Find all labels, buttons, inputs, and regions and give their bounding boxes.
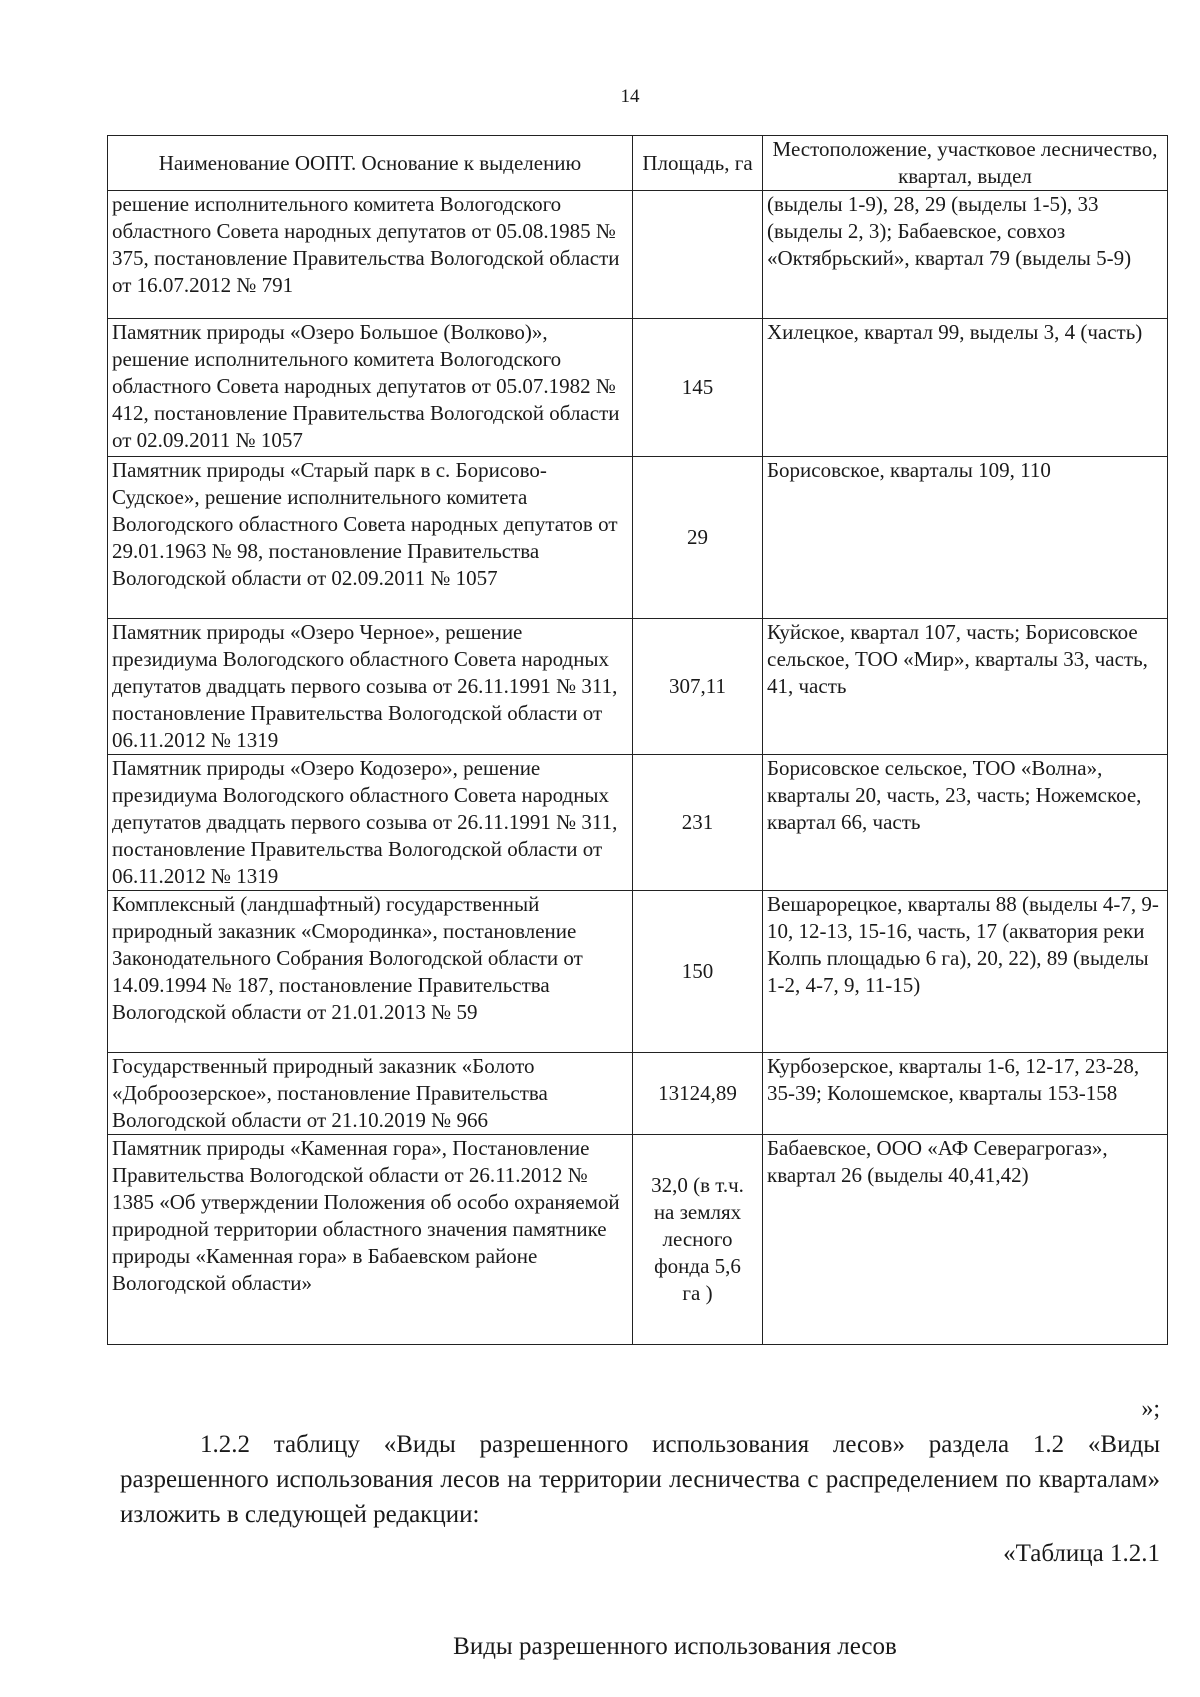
row-name: Памятник природы «Озеро Черное», решение президиума Вологодского областного Совета народных депутатов двадцать первого созыва от 26.11.1991 № 311, постановление Правительства Вологодской области от 06.11.2012 № 1319 [108, 619, 633, 755]
table-row [108, 457, 1168, 619]
row-location: Хилецкое, квартал 99, выделы 3, 4 (часть) [763, 319, 1168, 457]
table-row [108, 191, 1168, 319]
table-header-row [108, 136, 1168, 191]
row-name: Комплексный (ландшафтный) государственный природный заказник «Смородинка», постановление Законодательного Собрания Вологодской области от 14.09.1994 № 187, постановление Правительства Вологодской области от 21.01.2013 № 59 [108, 891, 633, 1053]
amendment-paragraph: 1.2.2 таблицу «Виды разрешенного использования лесов» раздела 1.2 «Виды разрешенного использования лесов на территории лесничества с распределением по кварталам» изложить в следующей редакции: [120, 1431, 1160, 1528]
table-row [108, 755, 1168, 891]
header-area: Площадь, га [633, 136, 763, 191]
row-area: 150 [633, 891, 763, 1053]
row-area: 13124,89 [633, 1053, 763, 1135]
table-row [108, 319, 1168, 457]
row-area: 231 [633, 755, 763, 891]
header-name: Наименование ООПТ. Основание к выделению [108, 136, 633, 191]
row-location: Вешарорецкое, кварталы 88 (выделы 4-7, 9-10, 12-13, 15-16, часть, 17 (акватория реки Колпь площадью 6 га), 20, 22), 89 (выделы 1-2, 4-7, 9, 11-15) [763, 891, 1168, 1053]
table-row [108, 1135, 1168, 1345]
row-location: Куйское, квартал 107, часть; Борисовское сельское, ТОО «Мир», кварталы 33, часть, 41, часть [763, 619, 1168, 755]
quote-end: »; [1141, 1396, 1160, 1422]
document-body [120, 1392, 1160, 1664]
oopt-table [107, 135, 1168, 1345]
row-location: Борисовское сельское, ТОО «Волна», кварталы 20, часть, 23, часть; Ножемское, квартал 66, часть [763, 755, 1168, 891]
row-name: Памятник природы «Озеро Кодозеро», решение президиума Вологодского областного Совета народных депутатов двадцать первого созыва от 26.11.1991 № 311, постановление Правительства Вологодской области от 06.11.2012 № 1319 [108, 755, 633, 891]
table-row [108, 619, 1168, 755]
table-reference: «Таблица 1.2.1 [1003, 1540, 1160, 1567]
row-name: решение исполнительного комитета Вологодского областного Совета народных депутатов от 05.08.1985 № 375, постановление Правительства Вологодской области от 16.07.2012 № 791 [108, 191, 633, 319]
row-name: Памятник природы «Каменная гора», Постановление Правительства Вологодской области от 26.11.2012 № 1385 «Об утверждении Положения об особо охраняемой природной территории областного значения памятнике природы «Каменная гора» в Бабаевском районе Вологодской области» [108, 1135, 633, 1345]
row-location: Борисовское, кварталы 109, 110 [763, 457, 1168, 619]
row-location: Бабаевское, ООО «АФ Северагрогаз», квартал 26 (выделы 40,41,42) [763, 1135, 1168, 1345]
header-location: Местоположение, участковое лесничество, квартал, выдел [763, 136, 1168, 191]
row-location: (выделы 1-9), 28, 29 (выделы 1-5), 33 (выделы 2, 3); Бабаевское, совхоз «Октябрьский», квартал 79 (выделы 5-9) [763, 191, 1168, 319]
row-name: Государственный природный заказник «Болото «Доброозерское», постановление Правительства Вологодской области от 21.10.2019 № 966 [108, 1053, 633, 1135]
table-row [108, 1053, 1168, 1135]
row-location: Курбозерское, кварталы 1-6, 12-17, 23-28, 35-39; Колошемское, кварталы 153-158 [763, 1053, 1168, 1135]
row-area: 29 [633, 457, 763, 619]
table-row [108, 891, 1168, 1053]
page-number: 14 [620, 86, 640, 107]
row-area: 307,11 [633, 619, 763, 755]
next-table-title: Виды разрешенного использования лесов [453, 1633, 897, 1660]
row-area: 145 [633, 319, 763, 457]
row-area [633, 191, 763, 319]
row-name: Памятник природы «Старый парк в с. Борисово-Судское», решение исполнительного комитета Вологодского областного Совета народных депутатов от 29.01.1963 № 98, постановление Правительства Вологодской области от 02.09.2011 № 1057 [108, 457, 633, 619]
row-name: Памятник природы «Озеро Большое (Волково)», решение исполнительного комитета Вологодского областного Совета народных депутатов от 05.07.1982 № 412, постановление Правительства Вологодской области от 02.09.2011 № 1057 [108, 319, 633, 457]
row-area: 32,0 (в т.ч. на землях лесного фонда 5,6 га ) [633, 1135, 763, 1345]
